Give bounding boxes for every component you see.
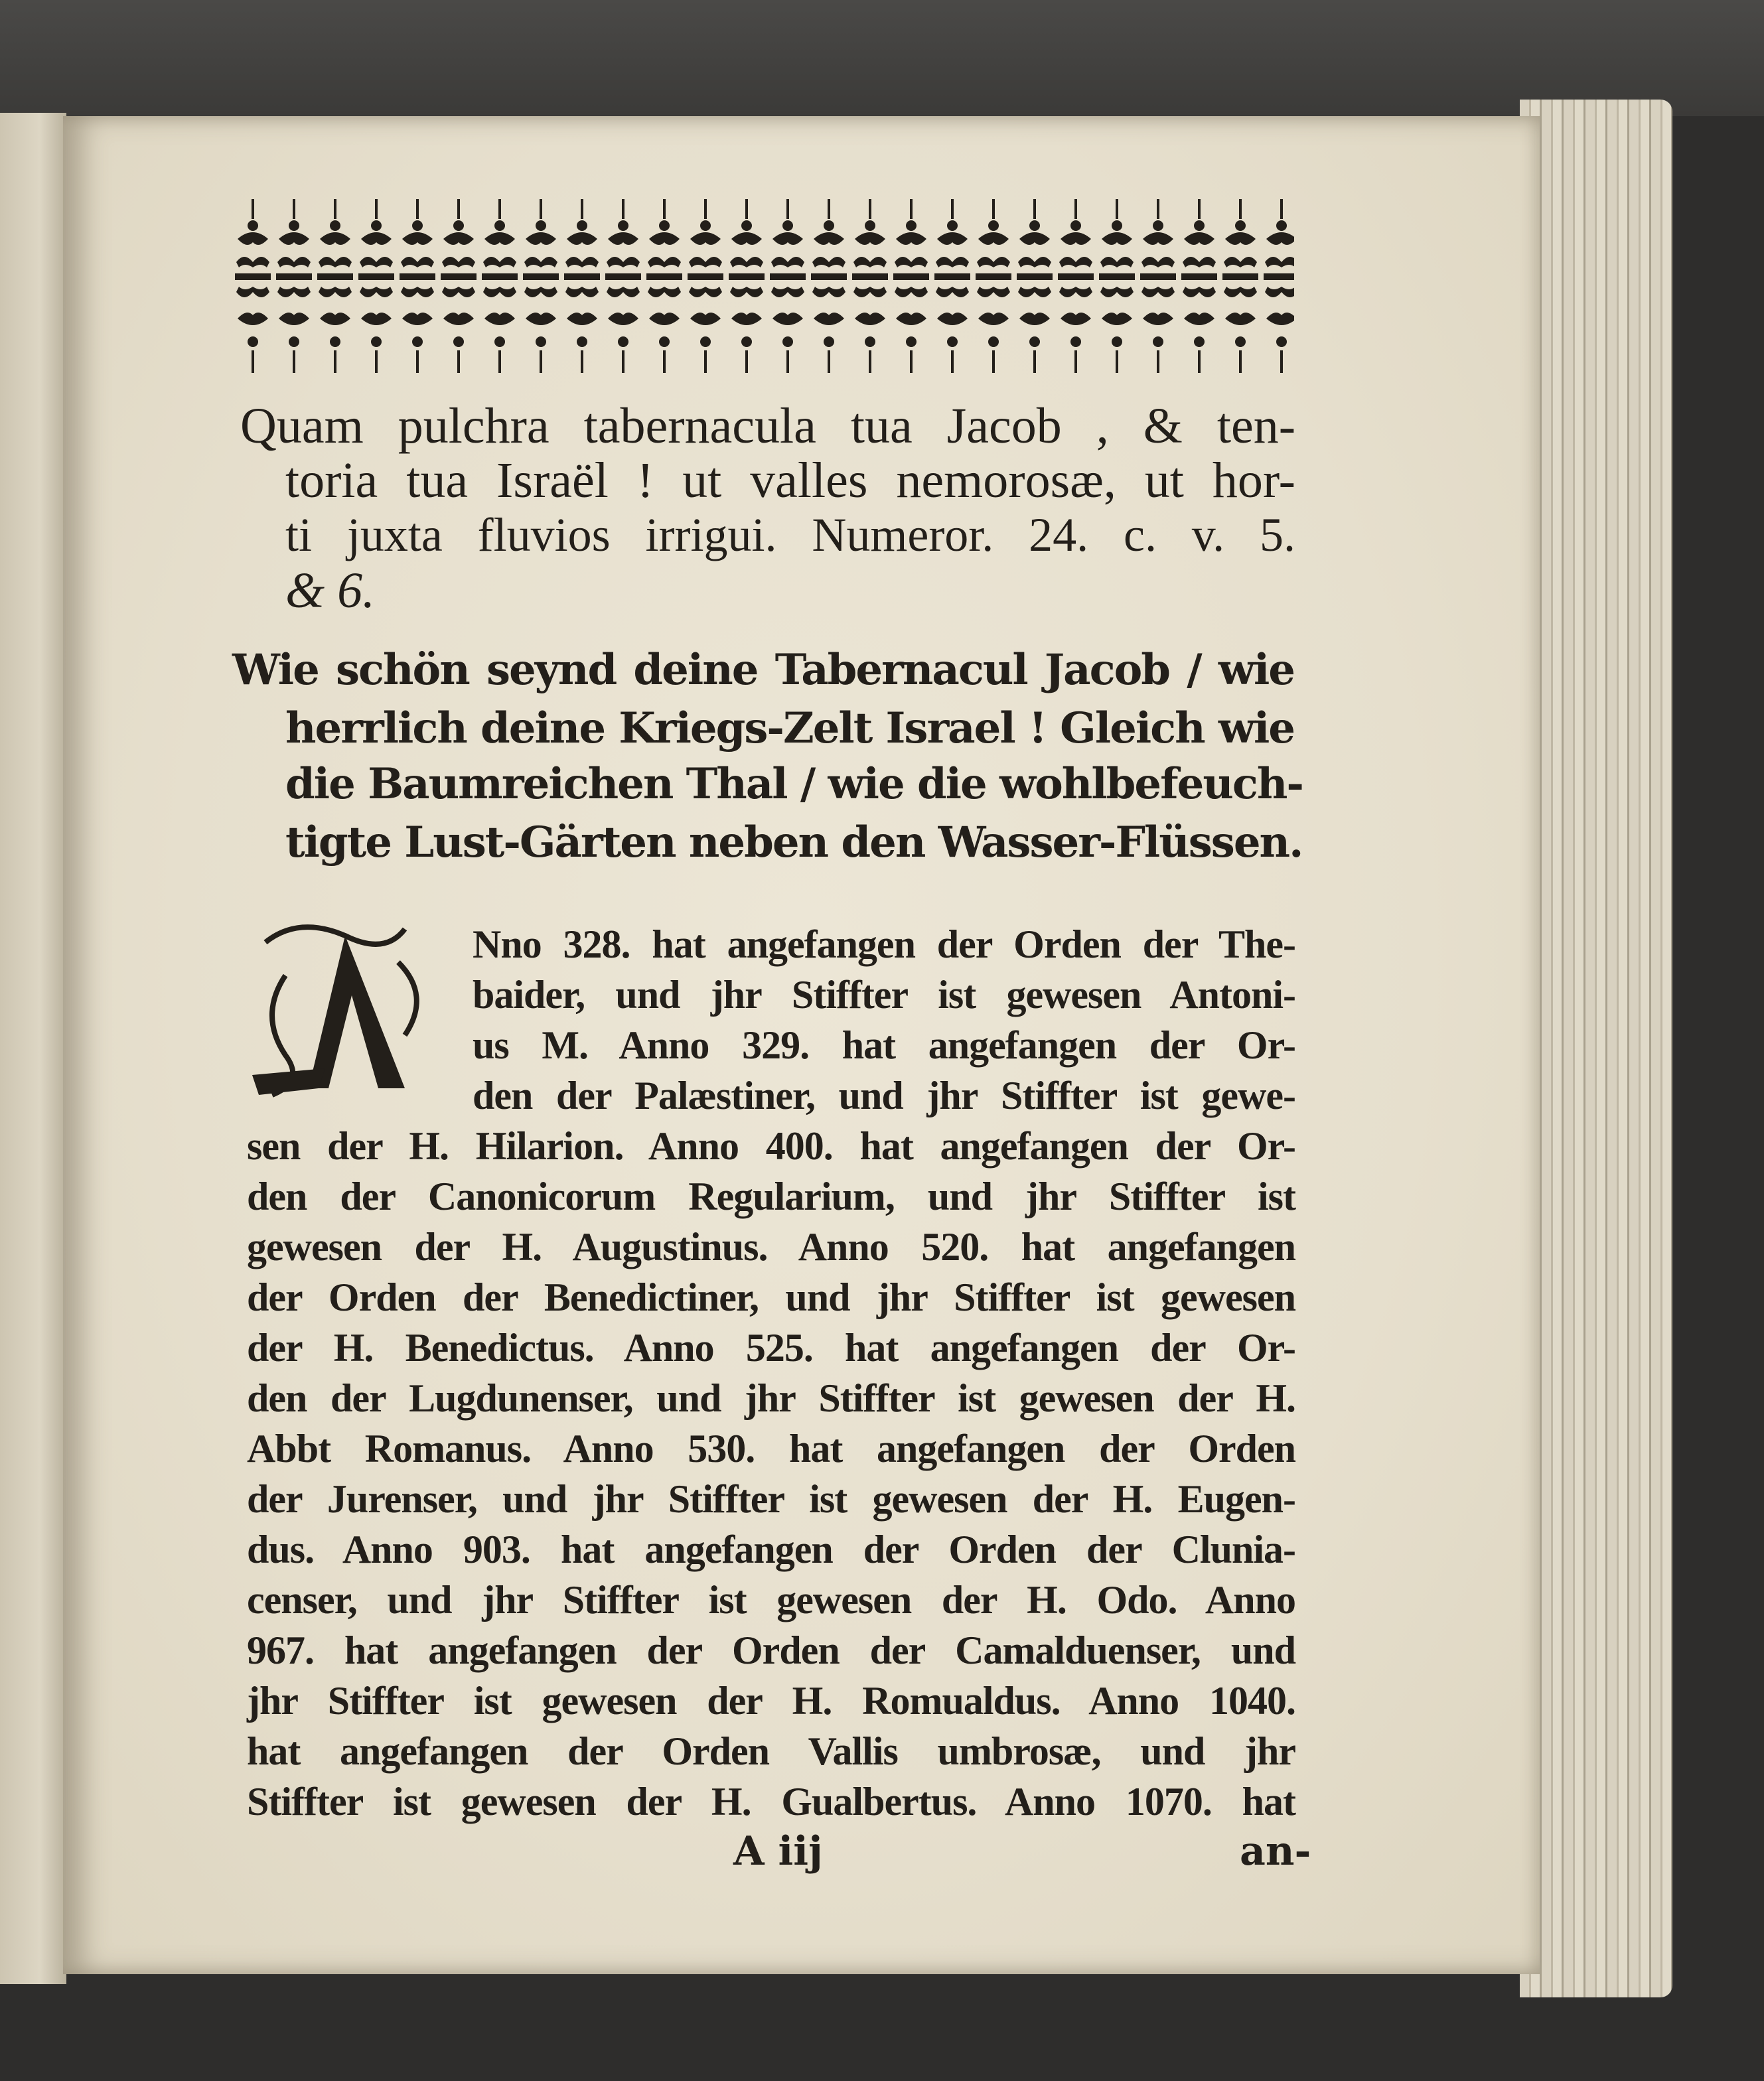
catchword: an-	[1240, 1828, 1311, 1875]
paragraph-line: gewesen der H. Augustinus. Anno 520. hat angefangen	[247, 1225, 1295, 1269]
paragraph-line: baider, und jhr Stiffter ist gewesen Antoni-	[473, 973, 1295, 1017]
paragraph-line: dus. Anno 903. hat angefangen der Orden der Clunia-	[247, 1528, 1295, 1571]
german-verse-line: tigte Lust-Gärten neben den Wasser-Flüssen.	[285, 818, 1303, 867]
paragraph-line: 967. hat angefangen der Orden der Camalduenser, und	[247, 1628, 1295, 1672]
paragraph-line: hat angefangen der Orden Vallis umbrosæ, und jhr	[247, 1729, 1295, 1773]
german-verse-line: die Baumreichen Thal / wie die wohlbefeuch-	[285, 759, 1303, 809]
paragraph-line: der Jurenser, und jhr Stiffter ist gewesen der H. Eugen-	[247, 1477, 1295, 1521]
paragraph-line: den der Canonicorum Regularium, und jhr Stiffter ist	[247, 1175, 1295, 1218]
left-page-edge	[0, 113, 66, 1984]
latin-verse-line: toria tua Israël ! ut valles nemorosæ, ut hor-	[285, 453, 1295, 508]
drop-cap-letter: A	[345, 1076, 350, 1084]
latin-verse-line: Quam pulchra tabernacula tua Jacob , & ten-	[240, 398, 1295, 454]
paragraph-line: den der Lugdunenser, und jhr Stiffter ist gewesen der H.	[247, 1376, 1295, 1420]
paragraph-line: censer, und jhr Stiffter ist gewesen der H. Odo. Anno	[247, 1578, 1295, 1622]
paragraph-line: der Orden der Benedictiner, und jhr Stiffter ist gewesen	[247, 1275, 1295, 1319]
signature-mark: A iij	[733, 1828, 823, 1875]
paragraph-line: den der Palæstiner, und jhr Stiffter ist gewe-	[473, 1074, 1295, 1117]
decorated-initial-letter	[246, 916, 445, 1108]
paragraph-line: Nno 328. hat angefangen der Orden der The-	[473, 922, 1295, 966]
paragraph-line: Stiffter ist gewesen der H. Gualbertus. Anno 1070. hat	[247, 1780, 1295, 1824]
paragraph-line: jhr Stiffter ist gewesen der H. Romualdus. Anno 1040.	[247, 1679, 1295, 1723]
paragraph-line: sen der H. Hilarion. Anno 400. hat angefangen der Or-	[247, 1124, 1295, 1168]
latin-verse-line: & 6.	[285, 563, 376, 618]
german-verse-line: herrlich deine Kriegs-Zelt Israel ! Gleich wie	[285, 703, 1294, 753]
paragraph-line: Abbt Romanus. Anno 530. hat angefangen der Orden	[247, 1427, 1295, 1471]
german-verse-line: Wie schön seynd deine Tabernacul Jacob / wie	[232, 645, 1294, 695]
page-block-edges	[1520, 100, 1672, 1997]
latin-verse-line: ti juxta fluvios irrigui. Numeror. 24. c. v. 5.	[285, 508, 1295, 561]
scan-background	[0, 0, 1764, 116]
paragraph-line: us M. Anno 329. hat angefangen der Or-	[473, 1023, 1295, 1067]
ornamental-header-band	[232, 199, 1294, 373]
ornament-pattern	[232, 199, 1294, 373]
paragraph-line: der H. Benedictus. Anno 525. hat angefangen der Or-	[247, 1326, 1295, 1370]
